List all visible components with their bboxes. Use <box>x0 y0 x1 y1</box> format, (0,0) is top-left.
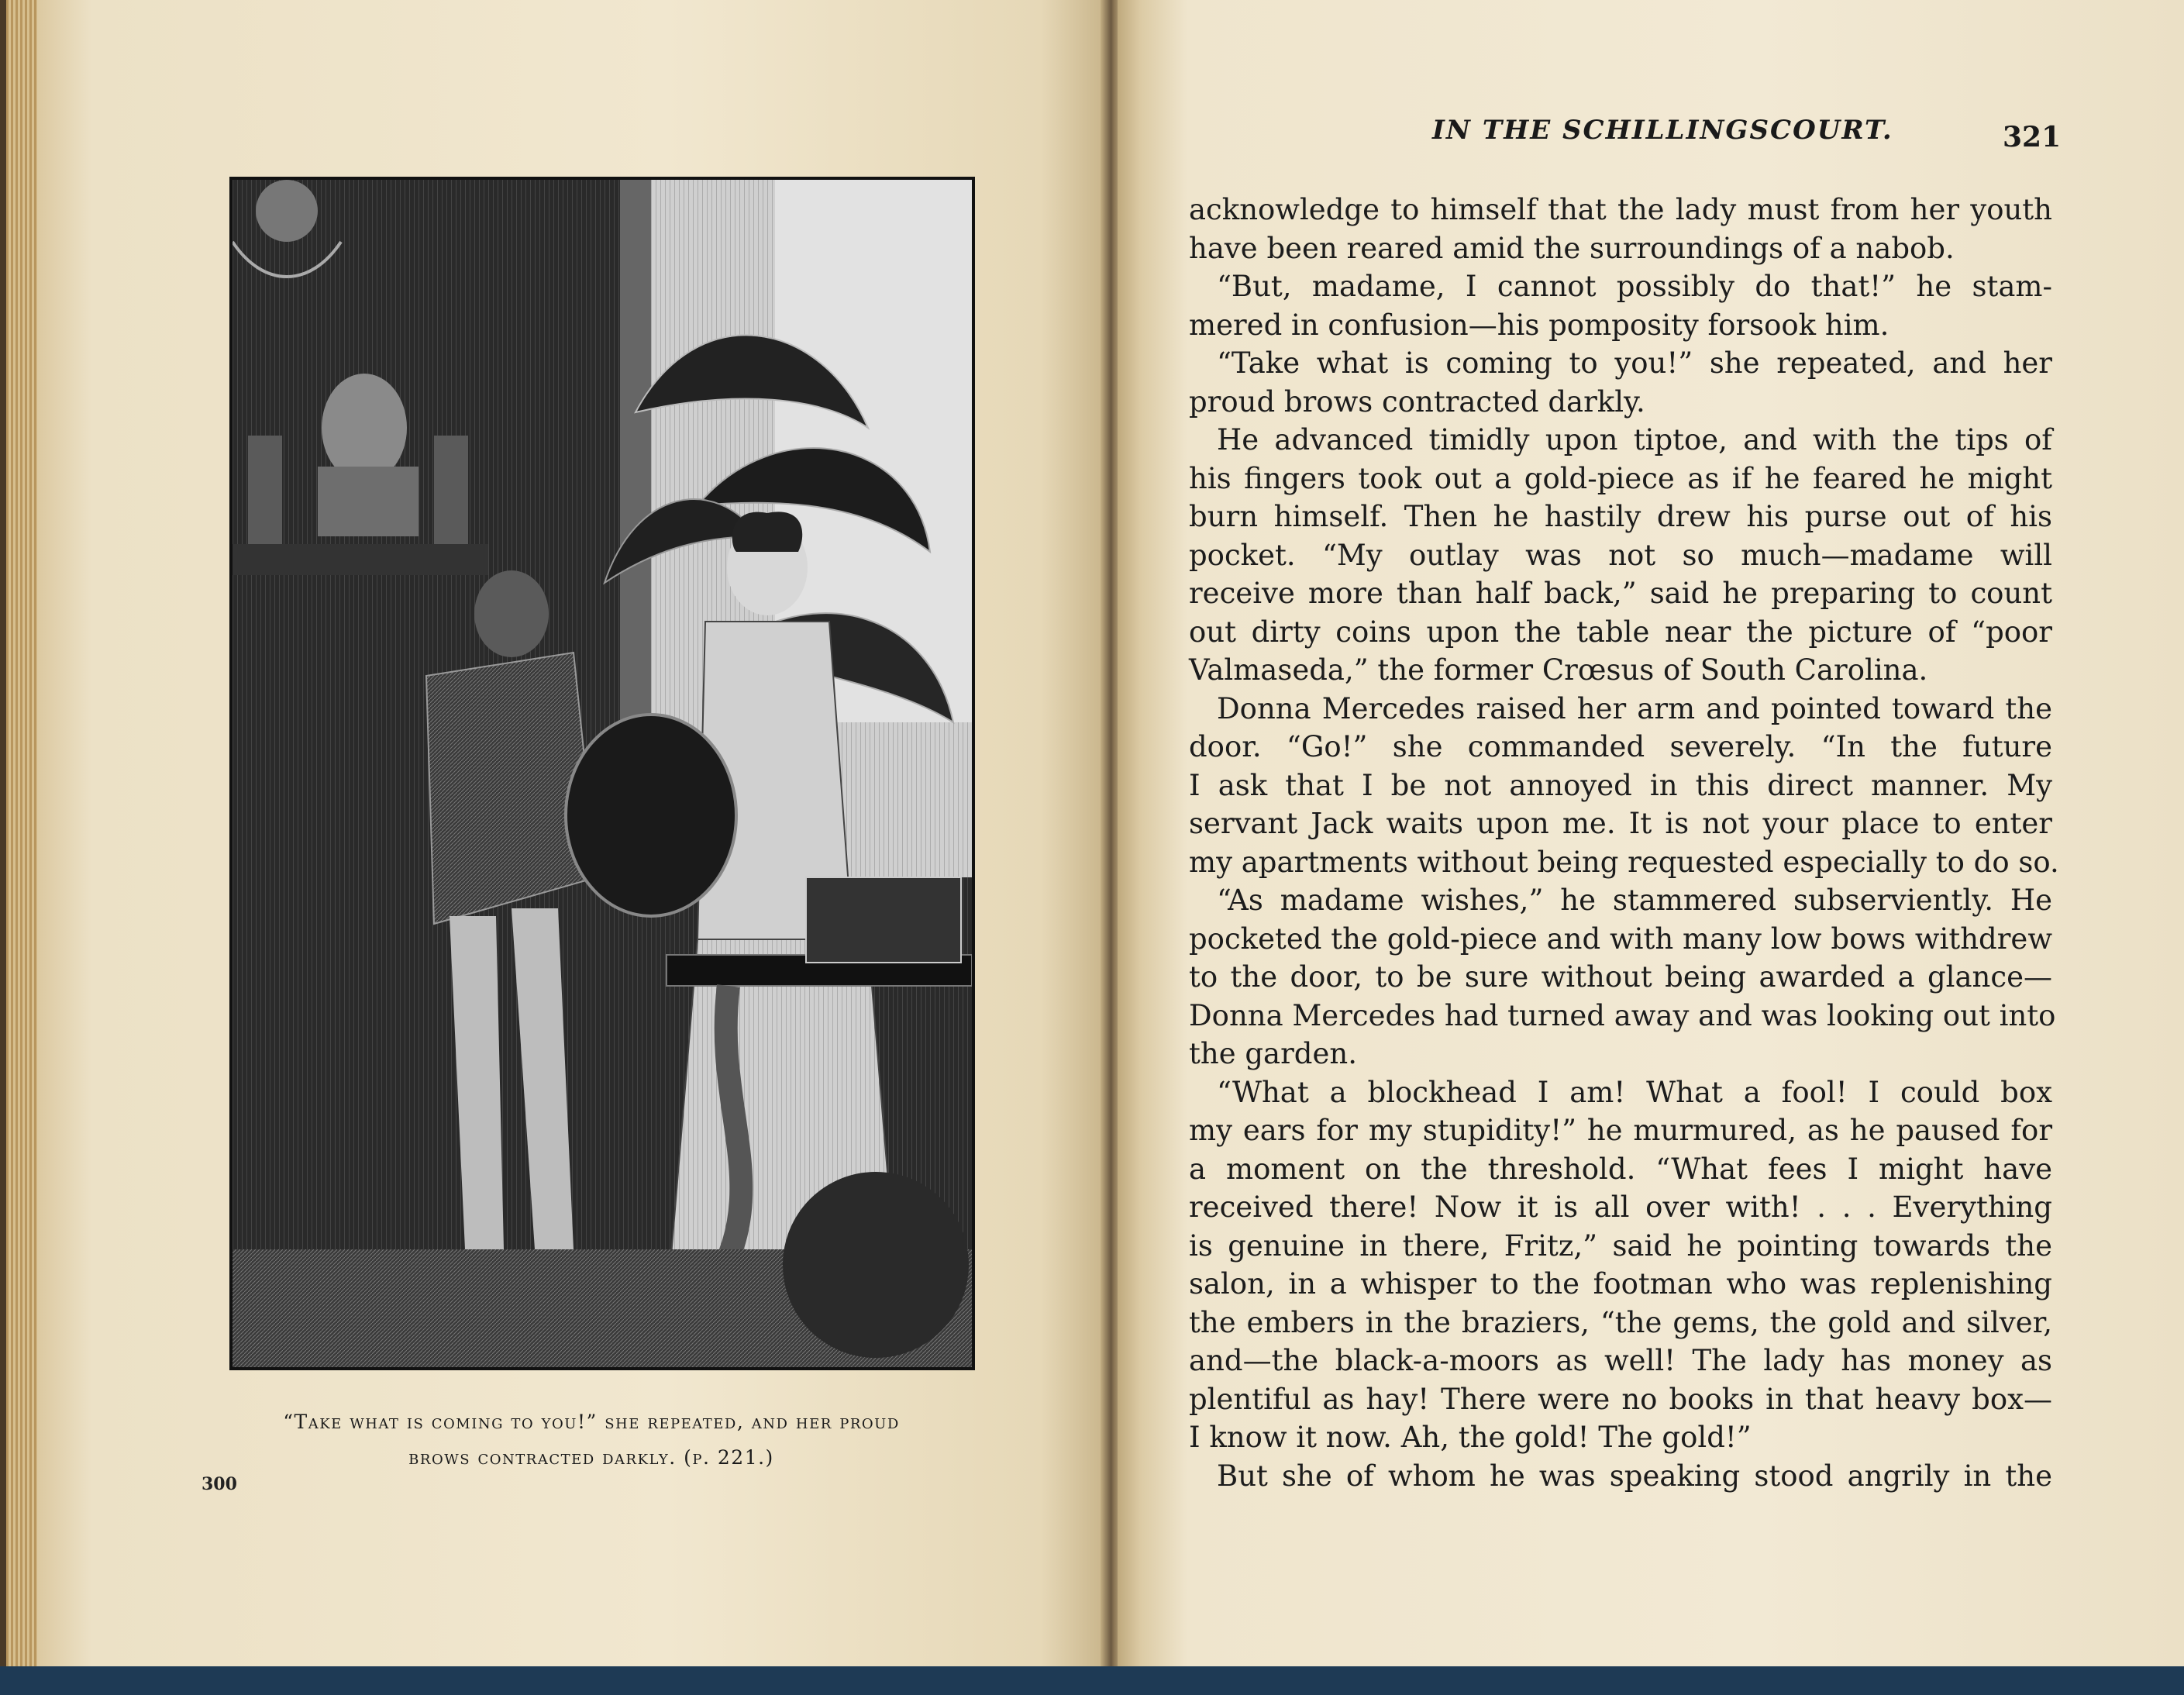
text-line: I ask that I be not annoyed in this direct manner. My <box>1189 768 2052 802</box>
text-line: and—the black-a-moors as well! The lady has money as <box>1189 1344 2052 1377</box>
text-line: “What a blockhead I am! What a fool! I could box <box>1217 1075 2052 1109</box>
text-line: Valmaseda,” the former Crœsus of South Carolina. <box>1189 653 1928 687</box>
text-line: receive more than half back,” said he preparing to count <box>1189 577 2052 610</box>
caption-line-2: brows contracted darkly. (p. 221.) <box>408 1446 774 1469</box>
text-line: Donna Mercedes raised her arm and pointed toward the <box>1217 691 2052 725</box>
engraving-illustration <box>229 177 975 1370</box>
text-line: pocketed the gold-piece and with many low bows withdrew <box>1189 922 2052 956</box>
text-line: “As madame wishes,” he stammered subserviently. He <box>1217 884 2052 917</box>
illustration-caption <box>192 1404 990 1476</box>
caption-line-1: “Take what is coming to you!” she repeated, and her proud <box>283 1411 900 1433</box>
text-line: the embers in the braziers, “the gems, the gold and silver, <box>1189 1305 2052 1339</box>
text-line: pocket. “My outlay was not so much—madame will <box>1189 538 2052 572</box>
text-line: plentiful as hay! There were no books in that heavy box— <box>1189 1382 2052 1416</box>
text-line: I know it now. Ah, the gold! The gold!” <box>1189 1421 1752 1454</box>
text-line: a moment on the threshold. “What fees I might have <box>1189 1152 2052 1186</box>
text-line: salon, in a whisper to the footman who was replenishing <box>1189 1267 2052 1301</box>
scan-background <box>0 1666 2184 1695</box>
text-line: mered in confusion—his pomposity forsook him. <box>1189 308 1889 342</box>
right-page-number: 321 <box>2003 121 2062 153</box>
text-line: burn himself. Then he hastily drew his purse out of his <box>1189 500 2052 533</box>
text-line: proud brows contracted darkly. <box>1189 384 1645 419</box>
text-line: door. “Go!” she commanded severely. “In the future <box>1189 730 2052 763</box>
text-line: servant Jack waits upon me. It is not your place to enter <box>1189 807 2052 840</box>
left-page-number: 300 <box>202 1474 237 1494</box>
text-line: his fingers took out a gold-piece as if he feared he might <box>1189 461 2052 495</box>
text-line: He advanced timidly upon tiptoe, and with the tips of <box>1217 423 2052 456</box>
running-head: IN THE SCHILLINGSCOURT. <box>1432 115 1893 146</box>
text-line: “But, madame, I cannot possibly do that!” he stam- <box>1217 270 2052 303</box>
text-line: the garden. <box>1189 1037 1357 1070</box>
text-line: Donna Mercedes had turned away and was looking out into <box>1189 998 2056 1032</box>
text-line: my apartments without being requested especially to do so. <box>1189 845 2059 879</box>
text-line: “Take what is coming to you!” she repeated, and her <box>1217 346 2052 380</box>
text-line: received there! Now it is all over with! . . . Everything <box>1189 1190 2052 1224</box>
text-line: out dirty coins upon the table near the picture of “poor <box>1189 615 2052 649</box>
left-page <box>6 0 1107 1666</box>
text-line: But she of whom he was speaking stood angrily in the <box>1217 1459 2052 1493</box>
text-line: have been reared amid the surroundings of a nabob. <box>1189 231 1955 265</box>
text-line: my ears for my stupidity!” he murmured, as he paused for <box>1189 1114 2052 1147</box>
text-line: to the door, to be sure without being awarded a glance— <box>1189 960 2052 994</box>
text-line: acknowledge to himself that the lady must from her youth <box>1189 193 2052 226</box>
body-text <box>1189 191 2059 1495</box>
text-line: is genuine in there, Fritz,” said he pointing towards the <box>1189 1228 2052 1263</box>
page-edges <box>6 0 37 1666</box>
